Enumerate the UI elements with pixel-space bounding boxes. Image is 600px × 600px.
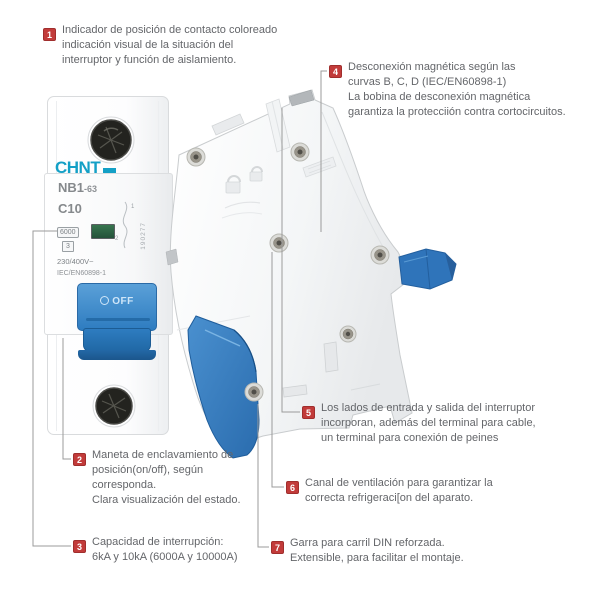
callout-3-marker: 3 xyxy=(73,540,86,553)
callout-line: garantiza la protecciión contra cortocircuitos. xyxy=(348,106,566,118)
callout-line: Garra para carril DIN reforzada. xyxy=(290,537,445,549)
callout-1-marker: 1 xyxy=(43,28,56,41)
callout-4-text xyxy=(348,60,566,120)
callout-5-text xyxy=(321,401,536,446)
serial-number: 190277 xyxy=(140,222,147,250)
callout-line: Indicador de posición de contacto coloreado xyxy=(62,24,278,36)
callout-line: corresponda. xyxy=(92,479,157,491)
voltage-rating: 230/400V~ xyxy=(57,257,94,266)
model-number: NB1-63 xyxy=(58,180,98,195)
callout-6-marker: 6 xyxy=(286,481,299,494)
standard-reference: IEC/EN60898-1 xyxy=(57,270,107,277)
callout-line: Maneta de enclavamiento de xyxy=(92,449,234,461)
callout-3-text xyxy=(92,535,238,565)
callout-7-text xyxy=(290,536,464,566)
callout-line: Extensible, para facilitar el montaje. xyxy=(290,552,464,564)
callout-line: interruptor y función de aislamiento. xyxy=(62,54,237,66)
brand-text: CHNT xyxy=(55,158,101,177)
callout-line: Canal de ventilación para garantizar la xyxy=(305,477,493,489)
energy-class-box: 3 xyxy=(62,241,74,252)
callout-line: Desconexión magnética según las xyxy=(348,61,516,73)
callout-line: curvas B, C, D (IEC/EN60898-1) xyxy=(348,76,507,88)
callout-6-text xyxy=(305,476,493,506)
callout-4-marker: 4 xyxy=(329,65,342,78)
callout-line: 6kA y 10kA (6000A y 10000A) xyxy=(92,551,238,563)
callout-line: indicación visual de la situación del xyxy=(62,39,234,51)
current-rating: C10 xyxy=(58,201,82,216)
callout-line: incorporan, además del terminal para cable, xyxy=(321,417,536,429)
callout-line: La bobina de desconexión magnética xyxy=(348,91,531,103)
callout-line: Capacidad de interrupción: xyxy=(92,536,224,548)
callout-line: correcta refrigeraci[on del aparato. xyxy=(305,492,474,504)
callout-line: un terminal para conexión de peines xyxy=(321,432,499,444)
callout-5-marker: 5 xyxy=(302,406,315,419)
terminal-number-bottom: 2 xyxy=(115,236,119,242)
breaking-capacity-box: 6000 xyxy=(57,227,79,238)
callout-line: Clara visualización del estado. xyxy=(92,494,241,506)
callout-7-marker: 7 xyxy=(271,541,284,554)
callout-2-marker: 2 xyxy=(73,453,86,466)
callout-1-text xyxy=(62,23,277,68)
callout-line: posición(on/off), según xyxy=(92,464,204,476)
callout-line: Los lados de entrada y salida del interruptor xyxy=(321,402,536,414)
terminal-number-top: 1 xyxy=(131,204,135,210)
off-indicator: OFF xyxy=(78,291,156,309)
callout-2-text xyxy=(92,448,241,508)
